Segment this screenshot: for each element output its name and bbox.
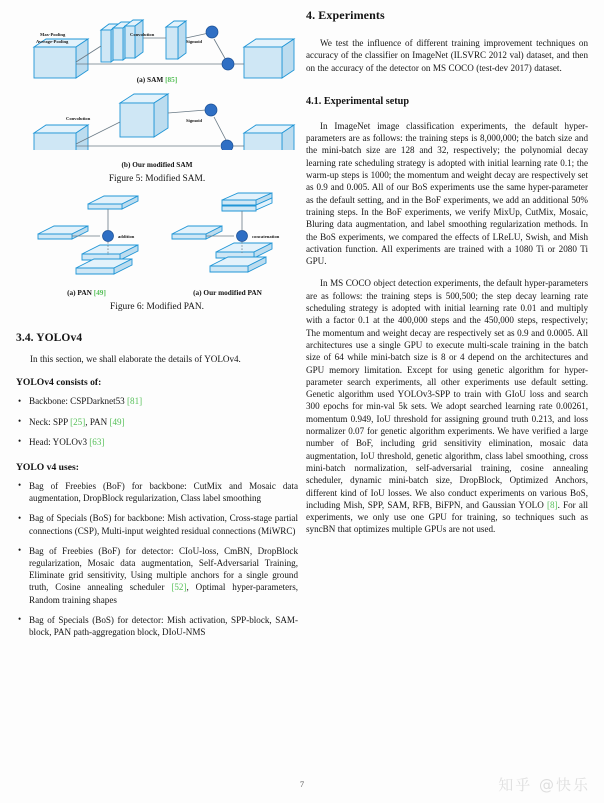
yolov4-consists-heading: YOLOv4 consists of: — [16, 377, 102, 389]
yolov4-uses-list — [16, 480, 298, 638]
pan-addition-node — [103, 231, 114, 242]
pan-top-plate — [88, 196, 138, 209]
fig6-subcaptions — [16, 288, 298, 297]
sam-multiply-node — [222, 58, 234, 70]
zhihu-watermark: 知乎 @快乐 — [498, 776, 590, 794]
list-item: • Backbone: CSPDarknet53 [81] — [16, 395, 298, 407]
pan-concatenation-node — [237, 231, 248, 242]
fig6-label-concatenation: concatenation — [252, 234, 280, 239]
yolov4-consists-list — [16, 395, 298, 448]
msam-conv-cube — [120, 94, 168, 137]
fig6-caption: Figure 6: Modified PAN. — [110, 302, 204, 312]
fig5-label-maxpool: Max-Pooling — [40, 32, 66, 37]
fig6-label-addition: addition — [118, 234, 135, 239]
section-heading-experiments: 4. Experiments — [306, 8, 385, 22]
right-column — [306, 8, 588, 546]
fig5-label-sigmoid-bottom: Sigmoid — [186, 118, 203, 123]
left-column — [16, 0, 298, 646]
mpan-bottom-plate-front — [210, 257, 266, 272]
section-yolov4 — [16, 332, 298, 638]
fig6-subcaption-b: (a) Our modified PAN — [193, 288, 262, 297]
msam-output-cube — [244, 125, 294, 150]
yolov4-uses-heading: YOLO v4 uses: — [16, 461, 79, 473]
yolov4-intro-paragraph: In this section, we shall elaborate the details of YOLOv4. — [30, 354, 241, 364]
sam-input-cube — [34, 39, 88, 78]
figure-5-modified-sam — [16, 0, 298, 184]
list-item: • Neck: SPP [25], PAN [49] — [16, 416, 298, 428]
list-item: • Bag of Specials (BoS) for detector: Mish activation, SPP-block, SAM-block, PAN path-aggregation block, DIoU-NMS — [16, 614, 298, 638]
fig5-label-sigmoid-top: Sigmoid — [186, 39, 203, 44]
fig5-caption: Figure 5: Modified SAM. — [108, 174, 206, 184]
mpan-left-plate — [172, 226, 222, 239]
pan-bottom-plate-front — [76, 259, 132, 274]
sam-pooling-slabs — [101, 20, 143, 62]
fig6-subcaption-a: (a) PAN [49] — [67, 288, 106, 297]
pan-bottom-plate-back — [82, 245, 138, 260]
list-item: • Bag of Freebies (BoF) for backbone: CutMix and Mosaic data augmentation, DropBlock regularization, Class label smoothing — [16, 480, 298, 504]
fig5-label-avgpool: Average-Pooling — [36, 39, 69, 44]
list-item: • Bag of Specials (BoS) for backbone: Mish activation, Cross-stage partial connections (CSP), Multi-input weighted residual connections (MiWRC) — [16, 512, 298, 536]
mpan-bottom-plate-back — [216, 243, 272, 258]
sam-conv-slab — [166, 21, 186, 59]
sam-output-cube — [244, 39, 294, 78]
fig5-label-conv-top: Convolution — [130, 32, 155, 37]
fig5-subcaption-a: (a) SAM [85] — [136, 75, 178, 84]
fig5-label-conv-bottom: Convolution — [66, 116, 91, 121]
msam-sigmoid-node — [205, 104, 217, 116]
page-number: 7 — [299, 779, 305, 789]
list-item: • Head: YOLOv3 [63] — [16, 436, 298, 448]
experiments-intro-paragraph: We test the influence of different training improvement techniques on accuracy of the classifier on ImageNet (ILSVRC 2012 val) dataset, and then on the accuracy of the detector on MS COCO (test-dev 2017) dataset. — [306, 38, 588, 73]
section-heading-yolov4: 3.4. YOLOv4 — [16, 332, 83, 344]
figure-6-diagram — [16, 192, 298, 290]
subsection-heading-experimental-setup: 4.1. Experimental setup — [306, 95, 410, 107]
coco-setup-paragraph: In MS COCO object detection experiments, the default hyper-parameters are as follows: the training steps is 500,500; the step decay learning rate scheduling strategy is adopted with initial learning rate 0.01 and multiply with a factor 0.1 at the 400,000 steps and the 450,000 steps, respectively; The momentum and weight decay are respectively set as 0.9 and 0.0005. All architectures use a single GPU to execute multi-scale training in the batch size of 64 while mini-batch size is 8 or 4 depend on the architectures and GPU memory limitation. Except for using genetic algorithm for hyper-parameter search experiments, all other experiments use default setting. Genetic algorithm used YOLOv3-SPP to train with GIoU loss and search 300 epochs for min-val 5k sets. We adopt searched learning rate 0.00261, momentum 0.949, IoU threshold for assigning ground truth 0.213, and loss normalizer 0.07 for genetic algorithm experiments. We have verified a large number of BoF, including grid sensitivity elimination, mosaic data augmentation, IoU threshold, genetic algorithm, class label smoothing, cross mini-batch normalization, self-adversarial training, cosine annealing scheduler, dynamic mini-batch size, DropBlock, Optimized Anchors, different kind of IoU losses. We also conduct experiments on various BoS, including Mish, SPP, SAM, RFB, BiFPN, and Gaussian YOLO [8]. For all experiments, we only use one GPU for training, so techniques such as syncBN that optimizes multiple GPUs are not used. — [306, 278, 588, 535]
fig5-subcaption-b: (b) Our modified SAM — [121, 160, 193, 169]
list-item: • Bag of Freebies (BoF) for detector: CIoU-loss, CmBN, DropBlock regularization, Mosaic data augmentation, Self-Adversarial Training, Eliminate grid sensitivity, Using multiple anchors for a single ground truth, Cosine annealing scheduler [52], Optimal hyper-parameters, Random training shapes — [16, 545, 298, 606]
pan-left-plate — [38, 226, 88, 239]
msam-multiply-node — [221, 140, 233, 150]
mpan-top-plate — [222, 193, 272, 211]
sam-sigmoid-node — [206, 26, 218, 38]
imagenet-setup-paragraph: In ImageNet image classification experiments, the default hyper-parameters are as follows: the training steps is 8,000,000; the batch size and the mini-batch size are 128 and 32, respectively; the polynomial decay learning rate scheduling strategy is adopted with initial learning rate 0.1; the warm-up steps is 1000; the momentum and weight decay are respectively set as 0.9 and 0.005. All of our BoS experiments use the same hyper-parameter as the default setting, and in the BoF experiments, we add an additional 50% training steps. In the BoF experiments, we verify MixUp, CutMix, Mosaic, Bluring data augmentation, and label smoothing regularization methods. In the BoS experiments, we compared the effects of LReLU, Swish, and Mish activation function. All experiments are trained with a 1080 Ti or 2080 Ti GPU. — [306, 120, 588, 267]
figure-6-modified-pan — [16, 192, 298, 310]
